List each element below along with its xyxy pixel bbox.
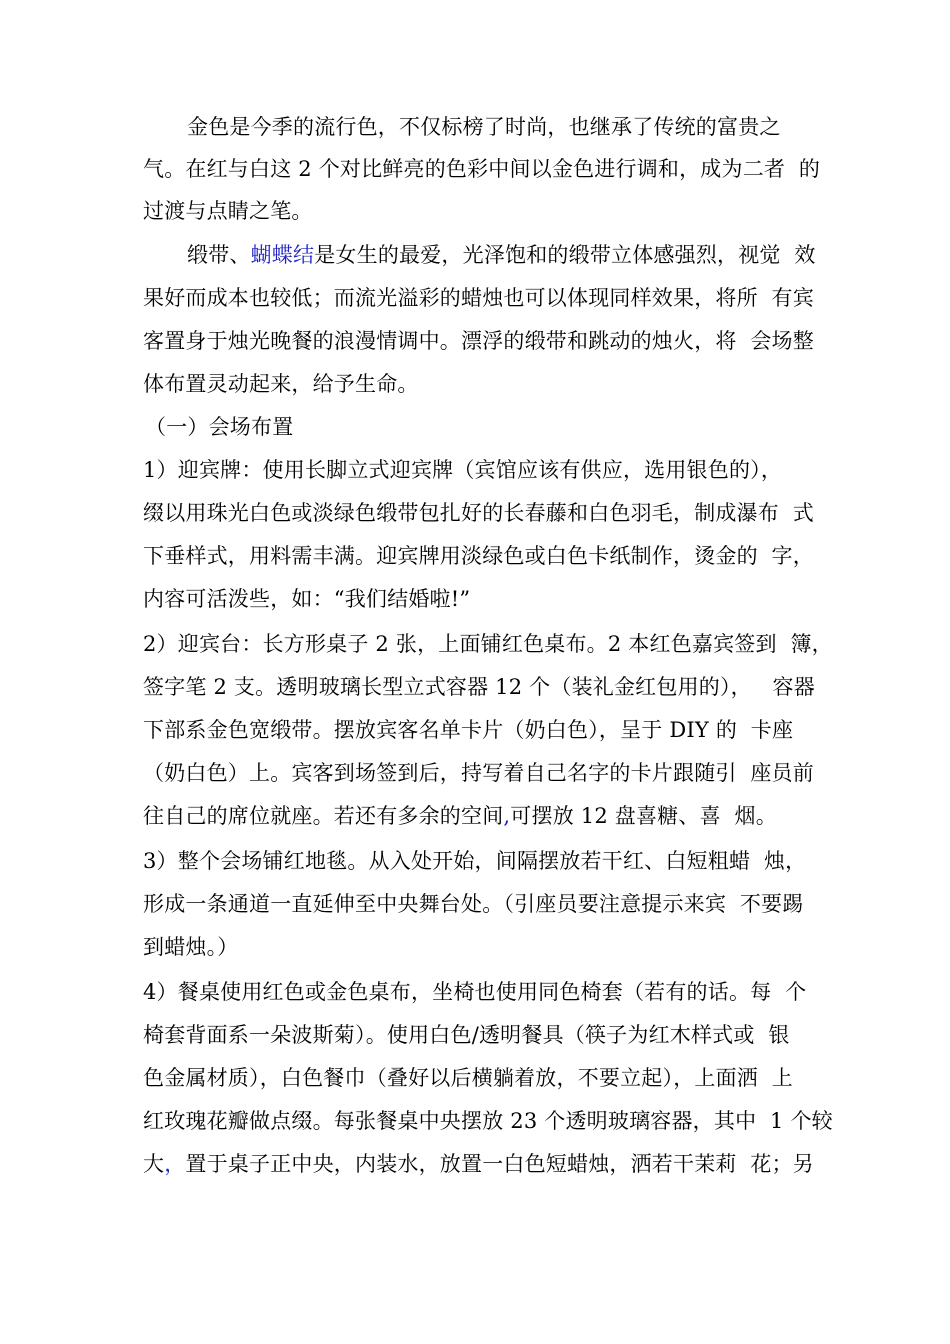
paragraph-2-line-4: 体布置灵动起来，给予生命。 — [143, 372, 419, 396]
paragraph-2-prefix: 缎带、 — [187, 243, 251, 267]
item-3-line-1: 3）整个会场铺红地毯。从入处开始，间隔摆放若干红、白短粗蜡 烛， — [143, 849, 807, 873]
item-4-line-5 — [143, 1149, 823, 1179]
paragraph-1-line-2: 气。在红与白这 2 个对比鲜亮的色彩中间以金色进行调和，成为二者 的 — [143, 157, 821, 181]
item-3-line-2: 形成一条通道一直延伸至中央舞台处。（引座员要注意提示来宾 不要踢 — [143, 892, 804, 916]
item-2-last-suffix: 可摆放 12 盘喜糖、喜 烟。 — [510, 804, 777, 828]
item-4-last-prefix: 大 — [143, 1152, 165, 1176]
item-2-comma: , — [503, 804, 511, 828]
section-heading: （一）会场布置 — [145, 415, 294, 439]
item-4-line-1: 4）餐桌使用红色或金色桌布，坐椅也使用同色椅套（若有的话。每 个 — [143, 980, 807, 1004]
item-4-comma: ， — [164, 1152, 186, 1176]
paragraph-2-line-2: 果好而成本也较低；而流光溢彩的蜡烛也可以体现同样效果，将所 有宾 — [143, 286, 814, 310]
item-4-last-suffix: 置于桌子正中央，内装水，放置一白色短蜡烛，洒若干茉莉 花；另 — [185, 1152, 814, 1176]
bowknot-link[interactable]: 蝴蝶结 — [250, 243, 315, 267]
paragraph-2-line-3: 客置身于烛光晚餐的浪漫情调中。漂浮的缎带和跳动的烛火，将 会场整 — [143, 329, 814, 353]
paragraph-1-line-3: 过渡与点睛之笔。 — [143, 199, 313, 223]
item-4-line-4: 红玫瑰花瓣做点缀。每张餐桌中央摆放 23 个透明玻璃容器，其中 1 个较 — [143, 1109, 833, 1133]
paragraph-2-suffix: 是女生的最爱，光泽饱和的缎带立体感强烈，视觉 效 — [314, 243, 816, 267]
item-2-last-prefix: 往自己的席位就座。若还有多余的空间 — [143, 804, 504, 828]
item-2-line-2: 签字笔 2 支。透明玻璃长型立式容器 12 个（装礼金红包用的）， 容器 — [143, 675, 815, 699]
item-2-line-5 — [143, 801, 823, 831]
item-1-line-4: 内容可活泼些，如：“我们结婚啦!” — [143, 587, 471, 611]
paragraph-1-line-1: 金色是今季的流行色，不仅标榜了时尚，也继承了传统的富贵之 — [187, 115, 781, 139]
item-3-line-3: 到蜡烛。） — [143, 935, 239, 959]
item-4-line-3: 色金属材质），白色餐巾（叠好以后横躺着放，不要立起），上面洒 上 — [143, 1066, 793, 1090]
paragraph-2-line-1 — [187, 240, 867, 270]
item-2-line-3: 下部系金色宽缎带。摆放宾客名单卡片（奶白色），呈于 DIY 的 卡座 — [143, 718, 794, 742]
item-1-line-3: 下垂样式，用料需丰满。迎宾牌用淡绿色或白色卡纸制作，烫金的 字， — [143, 544, 814, 568]
item-2-line-4: （奶白色）上。宾客到场签到后，持写着自己名字的卡片跟随引 座员前 — [143, 761, 814, 785]
item-2-line-1: 2）迎宾台：长方形桌子 2 张，上面铺红色桌布。2 本红色嘉宾签到 簿， — [143, 632, 833, 656]
item-4-line-2: 椅套背面系一朵波斯菊）。使用白色/透明餐具（筷子为红木样式或 银 — [143, 1023, 790, 1047]
item-1-line-1: 1）迎宾牌：使用长脚立式迎宾牌（宾馆应该有供应，选用银色的）， — [143, 458, 783, 482]
item-1-line-2: 缀以用珠光白色或淡绿色缎带包扎好的长春藤和白色羽毛，制成瀑布 式 — [143, 501, 814, 525]
